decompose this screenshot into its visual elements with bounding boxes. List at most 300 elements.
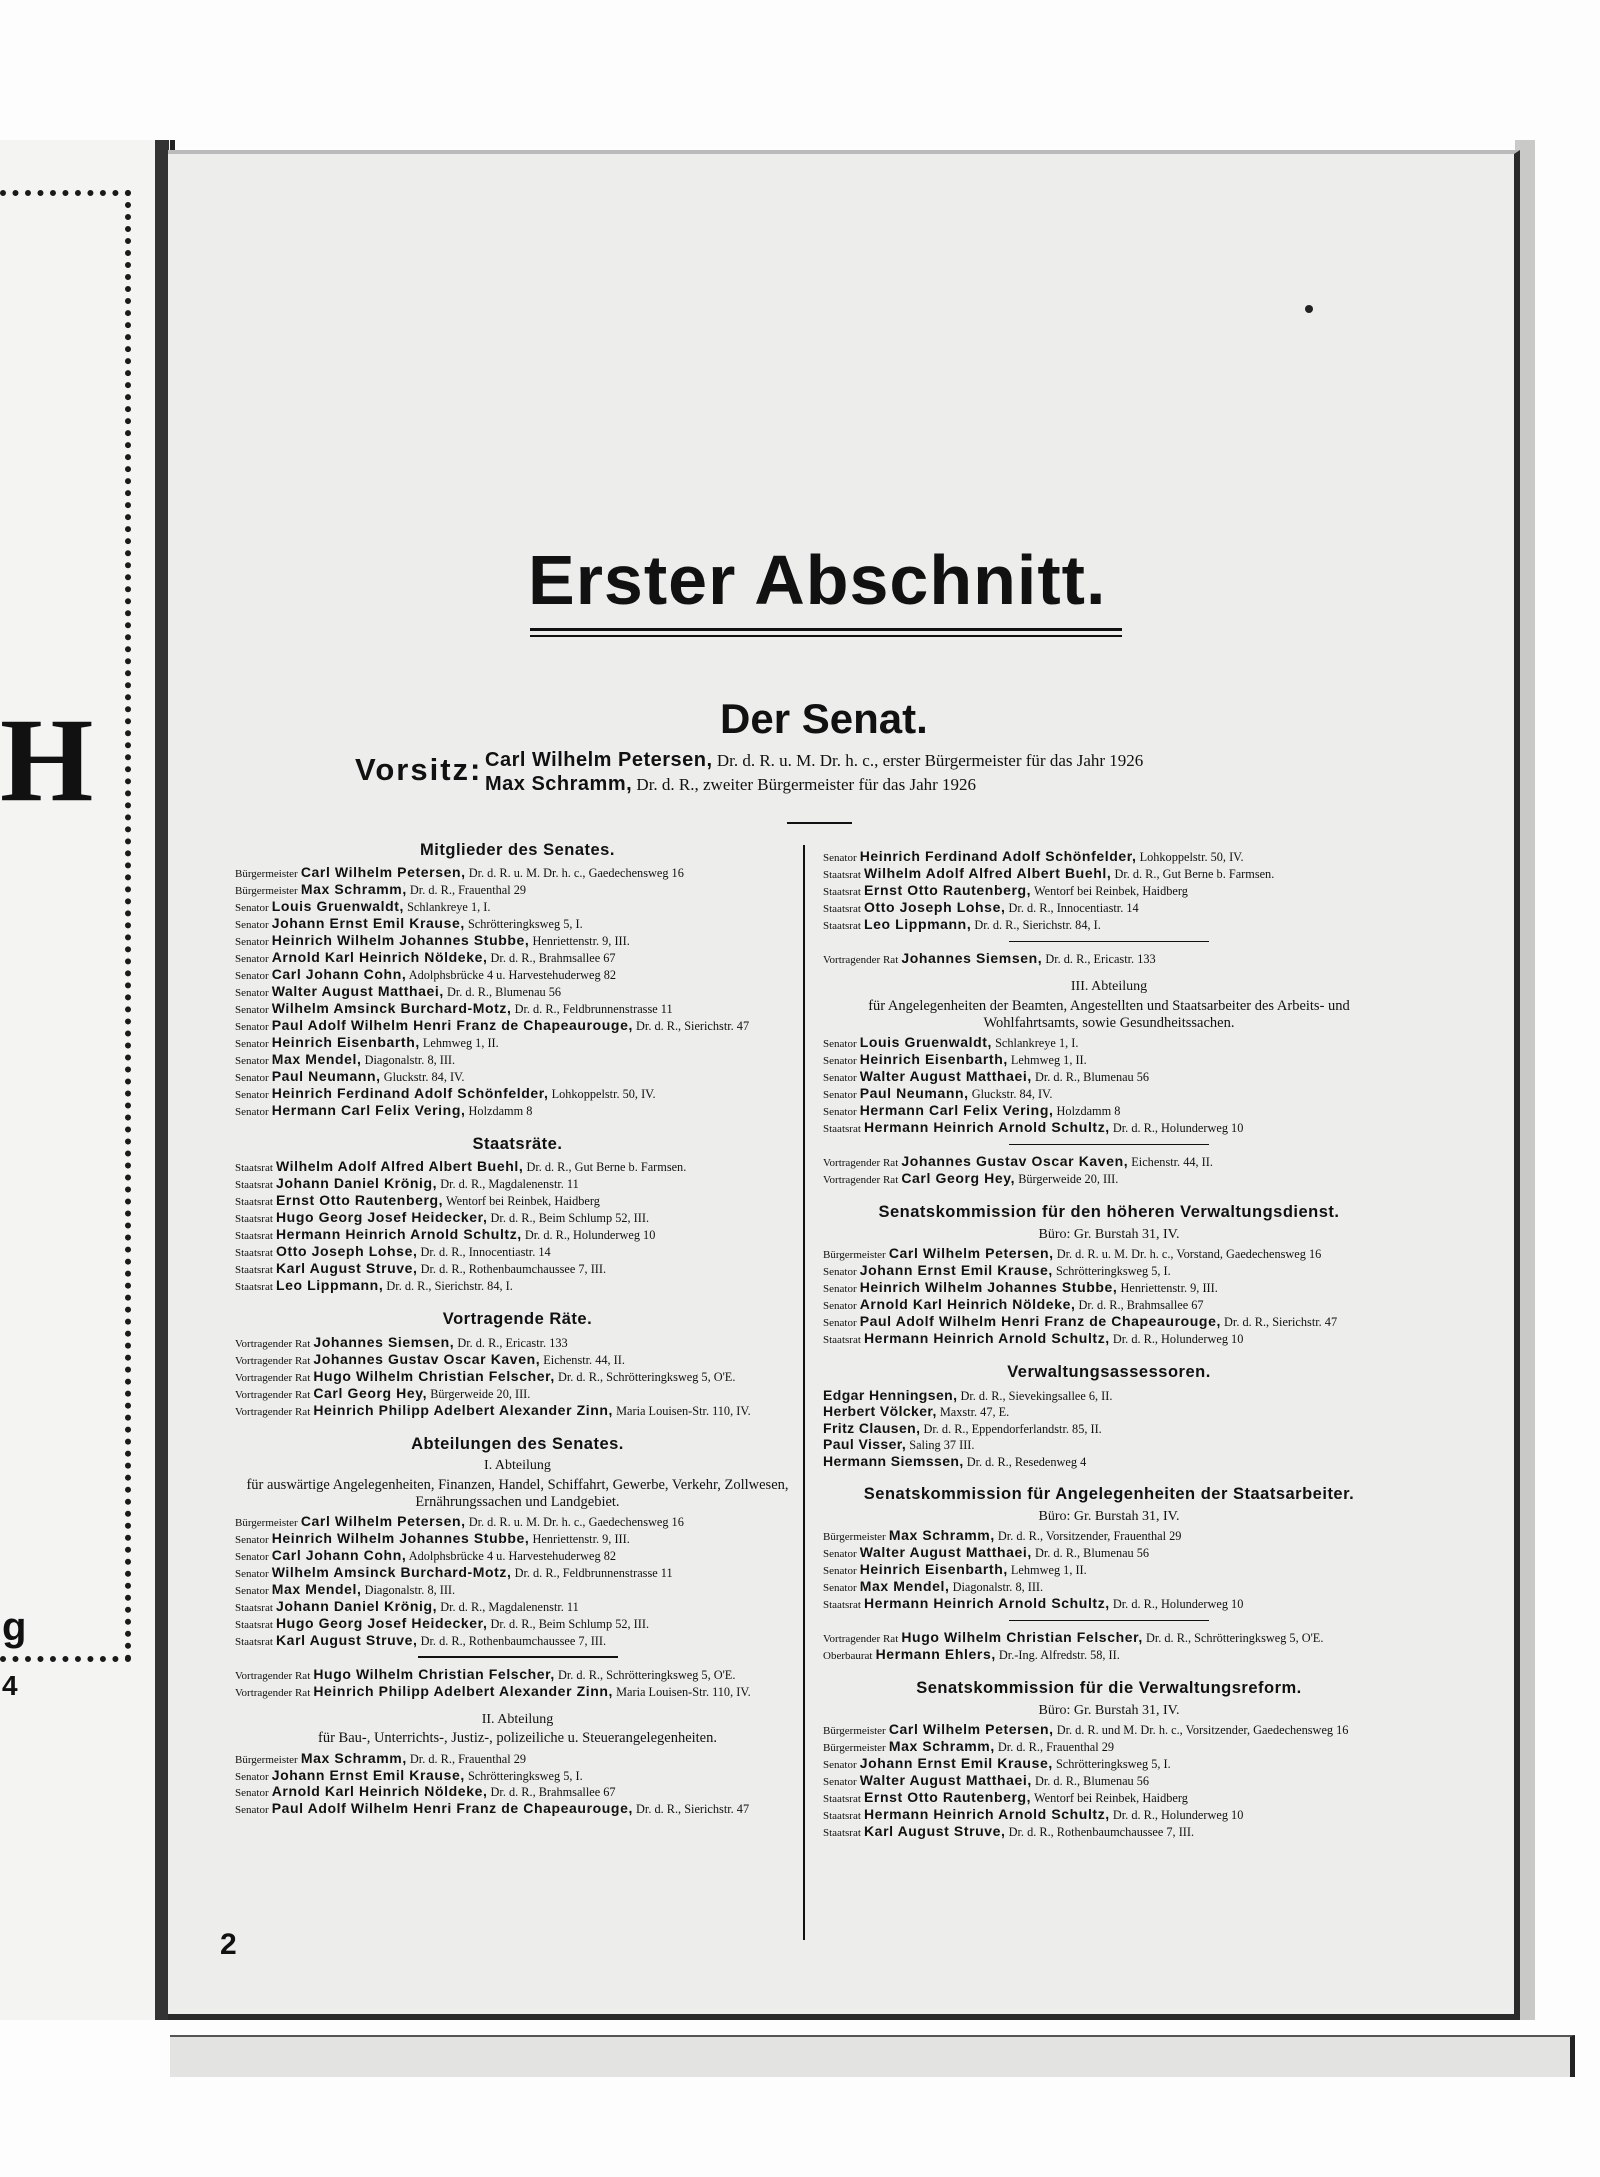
member-entry [823,1806,1395,1823]
member-detail: Holzdamm 8 [468,1104,533,1119]
member-detail: Lohkoppelstr. 50, IV. [551,1087,656,1102]
member-name: Hugo Wilhelm Christian Felscher, [901,1629,1143,1646]
separator-rule [1009,941,1209,943]
member-name: Paul Visser, [823,1436,907,1453]
member-entry [823,1772,1395,1789]
member-title: Staatsrat [235,1213,273,1226]
member-entry [823,1085,1395,1102]
member-detail: Dr. d. R., Beim Schlump 52, III. [490,1211,650,1226]
member-title: Staatsrat [823,868,861,881]
member-title: Senator [235,936,269,949]
member-title: Senator [235,1787,269,1800]
member-name: Max Schramm, [300,1749,407,1766]
member-title: Staatsrat [235,1618,273,1631]
member-title: Staatsrat [235,1281,273,1294]
member-title: Senator [235,1584,269,1597]
member-entry [823,1034,1395,1051]
member-name: Hermann Carl Felix Vering, [859,1101,1054,1118]
list-heading: Vortragende Räte. [442,1310,593,1329]
member-entry [235,1666,800,1683]
member-name: Wilhelm Adolf Alfred Albert Buehl, [275,1158,524,1175]
member-name: Heinrich Wilhelm Johannes Stubbe, [271,1529,530,1546]
member-name: Heinrich Philipp Adelbert Alexander Zinn, [313,1682,614,1699]
member-title: Senator [235,919,269,932]
member-name: Walter August Matthaei, [859,1772,1032,1789]
member-entry [235,1068,800,1085]
member-entry [823,1755,1395,1772]
member-entry [235,1192,800,1209]
subheading: Büro: Gr. Burstah 31, IV. [1038,1226,1180,1242]
member-entry [235,1243,800,1260]
member-detail: Dr. d. R., Blumenau 56 [1034,1069,1150,1084]
spacer [235,1419,800,1429]
member-detail: Dr. d. R., Beim Schlump 52, III. [490,1616,650,1631]
member-title: Senator [235,1072,269,1085]
member-title: Senator [823,1071,857,1084]
member-detail: Dr. d. R., Ericastr. 133 [457,1335,568,1350]
member-detail: Dr. d. R., Sierichstr. 47 [636,1802,750,1817]
member-entry [235,1260,800,1277]
member-entry [235,1000,800,1017]
member-entry [235,1632,800,1649]
member-name: Paul Adolf Wilhelm Henri Franz de Chapeaurouge, [271,1017,633,1034]
member-name: Max Schramm, [888,1738,995,1755]
member-entry [235,1158,800,1175]
member-detail: Maria Louisen-Str. 110, IV. [616,1684,751,1699]
member-title: Senator [235,1004,269,1017]
member-name: Walter August Matthaei, [271,983,444,1000]
member-title: Staatsrat [823,1334,861,1347]
list-heading: Senatskommission für die Verwaltungsreform. [916,1679,1302,1698]
member-name: Heinrich Eisenbarth, [271,1034,420,1051]
member-name: Karl August Struve, [275,1260,418,1277]
member-name: Johann Ernst Emil Krause, [859,1262,1053,1279]
member-name: Arnold Karl Heinrich Nöldeke, [271,949,488,966]
member-entry [235,1051,800,1068]
member-title: Vortragender Rat [235,1405,311,1418]
member-entry [235,1767,800,1784]
member-title: Senator [823,852,857,864]
member-detail: Eichenstr. 44, II. [543,1352,625,1367]
member-title: Staatsrat [823,1810,861,1823]
member-detail: Dr. d. R., Feldbrunnenstrasse 11 [514,1002,673,1017]
member-detail: Dr. d. R., Resedenweg 4 [966,1454,1087,1469]
member-title: Senator [823,1266,857,1279]
member-entry [235,1085,800,1102]
member-detail: Dr. d. R., Feldbrunnenstrasse 11 [514,1565,673,1580]
member-name: Paul Neumann, [859,1084,969,1101]
member-name: Carl Georg Hey, [901,1170,1016,1187]
member-title: Senator [823,1548,857,1561]
member-entry [823,1544,1395,1561]
separator-rule [1009,1620,1209,1622]
member-title: Senator [235,1089,269,1102]
member-entry [235,1547,800,1564]
member-title: Senator [823,1088,857,1101]
member-entry [235,1102,800,1119]
member-entry [235,1800,800,1817]
member-name: Louis Gruenwaldt, [859,1034,993,1051]
member-name: Max Schramm, [888,1527,995,1544]
member-detail: Dr. d. R. u. M. Dr. h. c., Gaedechensweg 16 [468,1514,684,1529]
member-entry [823,899,1395,916]
member-title: Senator [823,1759,857,1772]
member-detail: Wentorf bei Reinbek, Haidberg [1034,883,1188,898]
member-title: Senator [235,902,269,915]
chair-line [485,749,1143,772]
member-name: Hermann Heinrich Arnold Schultz, [863,1595,1110,1611]
spacer [235,1700,800,1710]
member-title: Vortragender Rat [823,1633,899,1646]
member-name: Wilhelm Adolf Alfred Albert Buehl, [863,864,1112,881]
member-detail: Dr. d. R., Holunderweg 10 [1112,1597,1244,1611]
title-underline [530,635,1122,637]
member-entry [235,1226,800,1243]
member-name: Karl August Struve, [275,1631,418,1648]
member-detail: Schrötteringksweg 5, I. [467,1768,583,1783]
member-title: Vortragender Rat [823,1174,899,1187]
member-title: Vortragender Rat [235,1686,311,1699]
member-title: Senator [235,1038,269,1051]
list-heading: Mitglieder des Senates. [420,841,615,859]
spacer [235,1119,800,1129]
member-detail: Diagonalstr. 8, III. [952,1580,1044,1595]
title-underline [530,628,1122,631]
member-entry [823,1153,1395,1170]
member-entry [235,1368,800,1385]
member-title: Senator [823,1582,857,1595]
subheading: II. Abteilung [481,1711,554,1727]
member-entry [235,915,800,932]
member-detail: Dr. d. R., Holunderweg 10 [1112,1120,1244,1135]
member-entry [235,881,800,898]
member-detail: Dr. d. R., Brahmsallee 67 [1078,1298,1204,1313]
member-entry [823,1527,1395,1544]
member-entry [235,983,800,1000]
member-title: Oberbaurat [823,1650,873,1663]
member-entry [823,848,1395,865]
member-name: Ernst Otto Rautenberg, [863,881,1032,898]
member-detail: Dr. d. R., Rothenbaumchaussee 7, III. [420,1633,607,1648]
member-name: Hugo Georg Josef Heidecker, [275,1614,488,1631]
member-name: Leo Lippmann, [863,915,972,932]
member-name: Herbert Völcker, [823,1403,937,1420]
member-title: Bürgermeister [823,1249,886,1262]
member-title: Senator [823,1565,857,1578]
member-detail: Saling 37 III. [909,1438,975,1453]
member-title: Senator [235,1567,269,1580]
member-detail: Dr. d. R., Frauenthal 29 [409,883,527,898]
member-title: Staatsrat [235,1162,273,1175]
member-name: Arnold Karl Heinrich Nöldeke, [271,1783,488,1800]
member-title: Senator [235,1770,269,1783]
member-name: Ernst Otto Rautenberg, [863,1789,1032,1806]
chair-name: Carl Wilhelm Petersen, [485,749,713,771]
member-entry [823,1578,1395,1595]
facing-page-fragment: 4 [2,1670,18,1701]
member-name: Arnold Karl Heinrich Nöldeke, [859,1296,1076,1313]
member-name: Max Schramm, [300,881,407,898]
member-title: Bürgermeister [235,885,298,898]
member-name: Max Mendel, [271,1051,362,1068]
member-detail: Dr. d. R., Vorsitzender, Frauenthal 29 [997,1529,1182,1544]
spacer [823,1347,1395,1357]
member-detail: Dr. d. R., Eppendorferlandstr. 85, II. [923,1421,1102,1436]
member-name: Johannes Gustav Oscar Kaven, [313,1350,541,1367]
separator-rule [1009,1144,1209,1146]
member-title: Senator [823,1055,857,1068]
chair-line [485,773,976,796]
member-detail: Gluckstr. 84, IV. [383,1070,465,1085]
member-name: Johannes Siemsen, [901,950,1043,967]
member-detail: Dr. d. R., Frauenthal 29 [997,1740,1115,1755]
chair-name: Max Schramm, [485,773,633,795]
member-entry [235,1683,800,1700]
member-name: Heinrich Wilhelm Johannes Stubbe, [859,1279,1118,1296]
separator-rule [418,1656,618,1658]
member-entry [235,1530,800,1547]
member-entry [235,1385,800,1402]
right-column [823,848,1395,1840]
member-detail: Bürgerweide 20, III. [1018,1172,1119,1187]
member-name: Johann Daniel Krönig, [275,1175,438,1192]
member-detail: Dr. d. R., Brahmsallee 67 [490,1785,616,1800]
member-title: Bürgermeister [823,1742,886,1755]
member-detail: Dr. d. R., Holunderweg 10 [524,1228,656,1243]
member-entry [235,1017,800,1034]
book-gutter [155,140,169,2020]
member-name: Louis Gruenwaldt, [271,898,405,915]
member-detail: Lehmweg 1, II. [1010,1053,1087,1068]
separator-rule [787,822,852,824]
member-name: Heinrich Philipp Adelbert Alexander Zinn, [313,1401,614,1418]
member-name: Carl Johann Cohn, [271,966,407,983]
member-name: Ernst Otto Rautenberg, [275,1192,444,1209]
department-description: für auswärtige Angelegenheiten, Finanzen, Handel, Schiffahrt, Gewerbe, Verkehr, Zollwesen, Ernährungssachen und Landgebiet. [246,1476,789,1510]
left-column [235,835,800,1817]
member-name: Otto Joseph Lohse, [275,1243,418,1260]
member-entry [823,1313,1395,1330]
member-name: Heinrich Ferdinand Adolf Schönfelder, [859,848,1137,864]
member-detail: Maria Louisen-Str. 110, IV. [616,1403,751,1418]
member-name: Hermann Heinrich Arnold Schultz, [275,1226,522,1243]
member-title: Senator [823,1283,857,1296]
member-title: Vortragender Rat [235,1354,311,1367]
member-entry [823,882,1395,899]
member-entry [823,865,1395,882]
member-entry [823,1068,1395,1085]
member-entry [235,1175,800,1192]
member-detail: Dr. d. R., Innocentiastr. 14 [1008,900,1139,915]
member-name: Paul Adolf Wilhelm Henri Franz de Chapeaurouge, [859,1313,1221,1330]
department-description: für Bau-, Unterrichts-, Justiz-, polizeiliche u. Steuerangelegenheiten. [317,1730,717,1747]
member-detail: Schrötteringksweg 5, I. [1055,1757,1171,1772]
member-entry [823,1436,1395,1453]
member-detail: Adolphsbrücke 4 u. Harvestehuderweg 82 [408,968,617,983]
member-name: Carl Wilhelm Petersen, [888,1721,1054,1738]
member-detail: Dr.-Ing. Alfredstr. 58, II. [998,1648,1120,1663]
member-entry [823,1629,1395,1646]
list-heading: Senatskommission für Angelegenheiten der Staatsarbeiter. [863,1485,1355,1504]
member-title: Senator [235,1550,269,1563]
member-title: Senator [235,1055,269,1068]
member-entry [823,916,1395,933]
member-title: Senator [235,987,269,1000]
member-name: Hermann Heinrich Arnold Schultz, [863,1806,1110,1823]
member-entry [823,1738,1395,1755]
member-name: Carl Wilhelm Petersen, [300,1512,466,1529]
member-entry [235,1581,800,1598]
member-detail: Lohkoppelstr. 50, IV. [1139,850,1244,864]
member-detail: Dr. d. R., Schrötteringksweg 5, O'E. [1145,1631,1324,1646]
member-entry [823,950,1395,967]
department-description: für Angelegenheiten der Beamten, Angestellten und Staatsarbeiter des Arbeits- und Wohlfahrtsamts, sowie Gesundheitssachen. [868,997,1350,1031]
member-name: Johannes Siemsen, [313,1333,455,1350]
member-title: Staatsrat [823,902,861,915]
member-entry [235,1209,800,1226]
member-name: Johann Daniel Krönig, [275,1597,438,1614]
member-detail: Adolphsbrücke 4 u. Harvestehuderweg 82 [408,1548,617,1563]
member-detail: Dr. d. R., Sierichstr. 84, I. [974,917,1101,932]
list-heading: Verwaltungsassessoren. [1007,1363,1211,1382]
member-entry [235,1513,800,1530]
subheading: Büro: Gr. Burstah 31, IV. [1038,1508,1180,1524]
member-entry [823,1170,1395,1187]
member-title: Staatsrat [235,1230,273,1243]
chair-detail: Dr. d. R., zweiter Bürgermeister für das Jahr 1926 [636,775,977,794]
subheading: I. Abteilung [484,1458,551,1473]
member-entry [235,949,800,966]
member-entry [823,1595,1395,1612]
member-name: Karl August Struve, [863,1823,1006,1840]
member-entry [235,1615,800,1632]
member-name: Heinrich Eisenbarth, [859,1051,1008,1068]
member-name: Johann Ernst Emil Krause, [859,1755,1053,1772]
member-entry [823,1420,1395,1437]
member-detail: Eichenstr. 44, II. [1131,1155,1213,1170]
member-entry [235,1783,800,1800]
facing-page-ornamental-border [0,190,131,1662]
member-title: Staatsrat [823,1599,861,1611]
member-detail: Dr. d. R., Sievekingsallee 6, II. [960,1388,1113,1403]
subheading: Büro: Gr. Burstah 31, IV. [1038,1702,1180,1718]
member-title: Staatsrat [235,1601,273,1614]
member-detail: Henriettenstr. 9, III. [532,934,630,949]
member-name: Hermann Heinrich Arnold Schultz, [863,1330,1110,1347]
member-entry [235,898,800,915]
member-name: Carl Georg Hey, [313,1384,428,1401]
spacer [823,967,1395,977]
member-title: Senator [823,1317,857,1330]
member-entry [235,1351,800,1368]
member-name: Fritz Clausen, [823,1419,921,1436]
member-detail: Dr. d. R., Sierichstr. 47 [1224,1315,1338,1330]
chair-detail: Dr. d. R. u. M. Dr. h. c., erster Bürgermeister für das Jahr 1926 [716,751,1144,770]
member-detail: Dr. d. R., Schrötteringksweg 5, O'E. [557,1369,736,1384]
member-detail: Dr. d. R. und M. Dr. h. c., Vorsitzender, Gaedechensweg 16 [1056,1723,1349,1738]
subheading: III. Abteilung [1070,979,1148,995]
member-detail: Dr. d. R. u. M. Dr. h. c., Gaedechensweg 16 [468,866,684,881]
print-speck [1305,305,1313,313]
member-entry [823,1561,1395,1578]
member-title: Senator [823,1300,857,1313]
member-name: Walter August Matthaei, [859,1544,1032,1561]
member-name: Otto Joseph Lohse, [863,898,1006,915]
member-name: Heinrich Eisenbarth, [859,1561,1008,1578]
member-detail: Dr. d. R., Blumenau 56 [1034,1546,1150,1561]
member-title: Bürgermeister [823,1725,886,1738]
member-title: Senator [235,953,269,966]
member-detail: Lehmweg 1, II. [1010,1563,1087,1578]
member-entry [235,1750,800,1767]
member-detail: Dr. d. R., Ericastr. 133 [1045,952,1156,967]
member-title: Vortragender Rat [235,1337,311,1350]
member-title: Vortragender Rat [823,1157,899,1170]
member-title: Staatsrat [235,1635,273,1648]
member-entry [235,864,800,881]
member-name: Wilhelm Amsinck Burchard-Motz, [271,1563,512,1580]
member-title: Bürgermeister [235,868,298,881]
member-detail: Dr. d. R., Holunderweg 10 [1112,1808,1244,1823]
member-name: Hugo Georg Josef Heidecker, [275,1209,488,1226]
member-entry [823,1387,1395,1404]
member-title: Staatsrat [823,1122,861,1135]
member-entry [235,932,800,949]
member-title: Staatsrat [823,1827,861,1840]
member-name: Walter August Matthaei, [859,1067,1032,1084]
member-name: Max Mendel, [859,1578,950,1595]
member-detail: Gluckstr. 84, IV. [971,1086,1053,1101]
list-heading: Senatskommission für den höheren Verwaltungsdienst. [878,1203,1340,1222]
member-detail: Dr. d. R., Rothenbaumchaussee 7, III. [1008,1825,1195,1840]
member-name: Max Mendel, [271,1580,362,1597]
column-divider [803,845,805,1940]
member-entry [823,1721,1395,1738]
member-title: Vortragender Rat [235,1669,311,1682]
member-title: Vortragender Rat [235,1388,311,1401]
member-detail: Holzdamm 8 [1056,1103,1121,1118]
member-entry [823,1330,1395,1347]
member-title: Senator [235,1804,269,1817]
member-detail: Dr. d. R., Schrötteringksweg 5, O'E. [557,1667,736,1682]
member-detail: Wentorf bei Reinbek, Haidberg [1034,1791,1188,1806]
list-heading: Abteilungen des Senates. [411,1434,624,1453]
member-title: Staatsrat [823,885,861,898]
member-entry [823,1119,1395,1136]
spacer [823,1663,1395,1673]
member-name: Wilhelm Amsinck Burchard-Motz, [271,1000,512,1017]
member-detail: Dr. d. R., Gut Berne b. Farmsen. [1114,866,1275,881]
member-title: Staatsrat [235,1179,273,1192]
member-entry [823,1789,1395,1806]
member-detail: Dr. d. R., Sierichstr. 47 [636,1019,750,1034]
member-title: Staatsrat [823,1793,861,1806]
member-name: Hermann Siemssen, [823,1452,964,1469]
member-entry [823,1453,1395,1470]
member-detail: Dr. d. R., Brahmsallee 67 [490,951,616,966]
member-entry [823,1403,1395,1420]
member-name: Carl Johann Cohn, [271,1546,407,1563]
member-detail: Dr. d. R., Magdalenenstr. 11 [440,1599,579,1614]
member-detail: Henriettenstr. 9, III. [532,1531,630,1546]
facing-page-letter: H [0,693,94,826]
chapter-title: Erster Abschnitt. [528,541,1107,619]
member-detail: Dr. d. R., Rothenbaumchaussee 7, III. [420,1262,607,1277]
member-name: Johann Ernst Emil Krause, [271,915,465,932]
member-entry [823,1279,1395,1296]
member-entry [235,1034,800,1051]
facing-page-fragment: g [2,1605,27,1649]
